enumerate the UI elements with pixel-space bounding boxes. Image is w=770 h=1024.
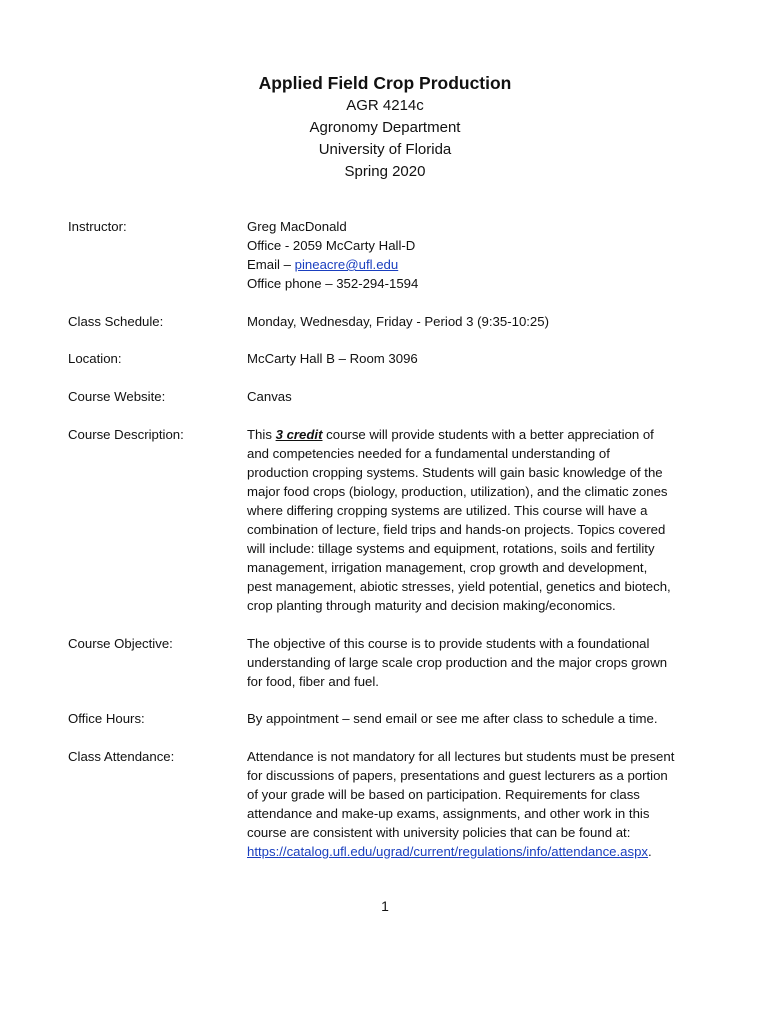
- description-line: This 3 credit course will provide students with a better appreciation of: [247, 427, 654, 442]
- description-line: crop planting through maturity and decision making/economics.: [247, 598, 616, 613]
- course-code: AGR 4214c: [346, 97, 424, 114]
- office-hours-value: By appointment – send email or see me after class to schedule a time.: [247, 711, 658, 726]
- attendance-line: Attendance is not mandatory for all lectures but students must be present: [247, 749, 675, 764]
- description-line: where differing cropping systems are utilized. This course will have a: [247, 503, 648, 518]
- description-line: will include: tillage systems and equipment, rotations, soils and fertility: [247, 541, 655, 556]
- attendance-line: for discussions of papers, presentations and guest lecturers as a portion: [247, 768, 668, 783]
- instructor-office: Office - 2059 McCarty Hall-D: [247, 238, 416, 253]
- instructor-details: [247, 217, 717, 293]
- schedule-label: Class Schedule:: [68, 314, 164, 329]
- department: Agronomy Department: [309, 119, 461, 136]
- email-prefix: Email –: [247, 257, 295, 272]
- description-label: Course Description:: [68, 427, 184, 442]
- instructor-label: Instructor:: [68, 219, 127, 234]
- term: Spring 2020: [344, 163, 426, 180]
- schedule-value: Monday, Wednesday, Friday - Period 3 (9:35-10:25): [247, 314, 549, 329]
- description-text: [247, 425, 717, 615]
- website-label: Course Website:: [68, 389, 166, 404]
- attendance-link-line: https://catalog.ufl.edu/ugrad/current/regulations/info/attendance.aspx.: [247, 844, 652, 859]
- attendance-line: course are consistent with university policies that can be found at:: [247, 825, 631, 840]
- email-link[interactable]: pineacre@ufl.edu: [294, 257, 399, 272]
- description-line: production cropping systems. Students will gain basic knowledge of the: [247, 465, 663, 480]
- credit-emphasis: 3 credit: [275, 427, 323, 442]
- description-line: and competencies needed for a fundamental understanding of: [247, 446, 610, 461]
- course-title: Applied Field Crop Production: [258, 73, 512, 93]
- attendance-line: of your grade will be based on participation. Requirements for class: [247, 787, 640, 802]
- attendance-line: attendance and make-up exams, assignments, and other work in this: [247, 806, 650, 821]
- attendance-text: [247, 747, 717, 861]
- location-label: Location:: [68, 351, 122, 366]
- page-number: 1: [381, 898, 389, 914]
- description-line: major food crops (biology, production, utilization), and the climatic zones: [247, 484, 668, 499]
- instructor-name: Greg MacDonald: [247, 219, 347, 234]
- objective-line: understanding of large scale crop production and the major crops grown: [247, 655, 668, 670]
- website-value: Canvas: [247, 389, 292, 404]
- attendance-policy-link[interactable]: https://catalog.ufl.edu/ugrad/current/regulations/info/attendance.aspx: [247, 844, 649, 859]
- office-hours-label: Office Hours:: [68, 711, 145, 726]
- objective-line: for food, fiber and fuel.: [247, 674, 379, 689]
- objective-label: Course Objective:: [68, 636, 173, 651]
- university: University of Florida: [318, 141, 452, 158]
- description-line: combination of lecture, field trips and hands-on projects. Topics covered: [247, 522, 666, 537]
- objective-line: The objective of this course is to provide students with a foundational: [247, 636, 650, 651]
- document-header: [0, 71, 770, 183]
- description-line: pest management, abiotic stresses, yield potential, genetics and biotech,: [247, 579, 671, 594]
- instructor-email-line: [247, 255, 717, 274]
- objective-text: [247, 634, 717, 691]
- location-value: McCarty Hall B – Room 3096: [247, 351, 418, 366]
- attendance-label: Class Attendance:: [68, 749, 175, 764]
- instructor-phone: Office phone – 352-294-1594: [247, 276, 419, 291]
- description-line: management, irrigation management, crop growth and development,: [247, 560, 648, 575]
